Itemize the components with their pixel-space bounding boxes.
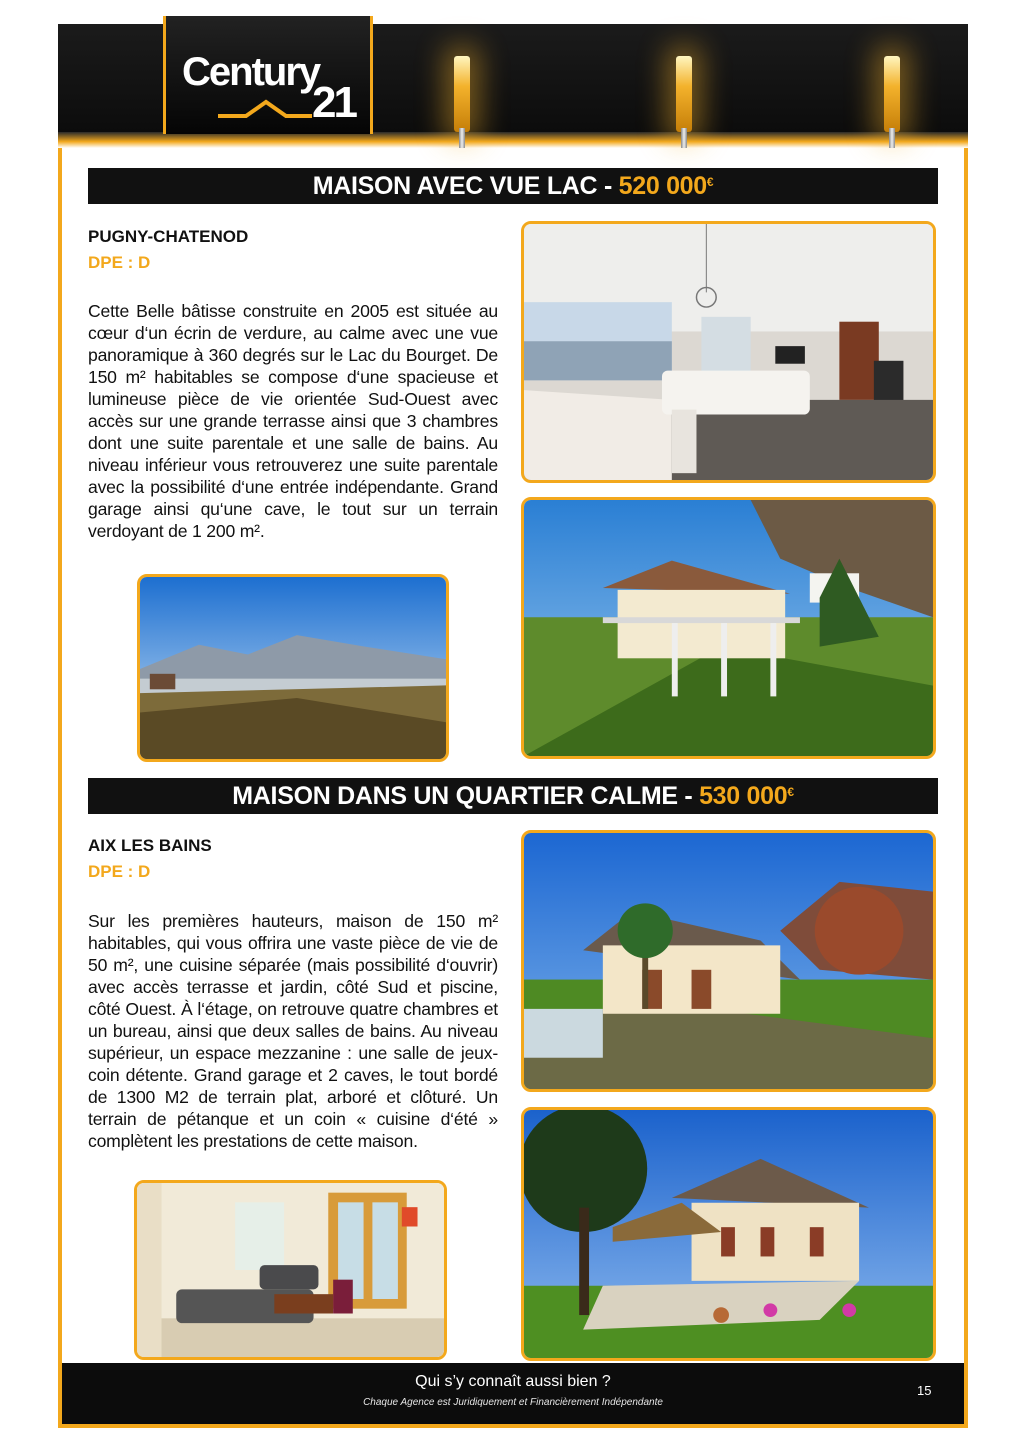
century21-logo xyxy=(163,16,373,134)
listing-1-photo-interior xyxy=(521,221,936,483)
lamp-post xyxy=(459,128,465,148)
listing-1-dpe: DPE : D xyxy=(88,253,151,272)
listing-1-description: Cette Belle bâtisse construite en 2005 est située au cœur d‘un écrin de verdure, au calme avec une vue panoramique à 360 degrés sur le Lac du Bourget. De 150 m² habitables se compose d‘une spacieuse et lumineuse pièce de vie orientée Sud-Ouest avec accès sur une grande terrasse ainsi que 3 chambres dont une suite parentale et une salle de bains. Au niveau inférieur vous retrouverez une suite parentale avec la possibilité d‘une entrée indépendante. Grand garage ainsi qu‘une cave, le tout sur un terrain verdoyant de 1 200 m². xyxy=(88,301,498,541)
header-shelf xyxy=(58,132,968,148)
page-number: 15 xyxy=(917,1383,932,1398)
listing-2-title xyxy=(88,778,938,814)
lamp-icon xyxy=(884,56,900,132)
listing-2-description: Sur les premières hauteurs, maison de 150 m² habitables, qui vous offrira une vaste pièce de vie de 50 m², une cuisine séparée (mais possibilité d‘ouvrir) avec accès terrasse et jardin, côté Sud et piscine, côté Ouest. À l‘étage, on retrouve quatre chambres et un bureau, ainsi que deux salles de bains. Au niveau supérieur, un espace mezzanine : une salle de jeux-coin détente. Grand garage et 2 caves, le tout bordé de 1300 M2 de terrain plat, arboré et clôturé. Un terrain de pétanque et un coin « cuisine d‘été » complètent les prestations de cette maison. xyxy=(88,911,498,1151)
listing-2-dpe: DPE : D xyxy=(88,862,151,881)
listing-2-photo-garden xyxy=(521,830,936,1092)
listing-2-photo-terrace xyxy=(521,1107,936,1361)
listing-2-city: AIX LES BAINS xyxy=(88,836,212,855)
listing-2-currency: € xyxy=(787,785,794,799)
listing-1-photo-exterior xyxy=(521,497,936,759)
lamp-icon xyxy=(676,56,692,132)
lamp-post xyxy=(681,128,687,148)
house-roof-icon xyxy=(216,96,316,120)
listing-1-city: PUGNY-CHATENOD xyxy=(88,227,249,246)
listing-2-price: 530 000 xyxy=(699,782,788,810)
listing-1-currency: € xyxy=(706,175,714,189)
footer-note: Chaque Agence est Juridiquement et Financièrement Indépendante xyxy=(363,1397,663,1408)
listing-1-photo-landscape xyxy=(137,574,449,762)
logo-word: Century xyxy=(182,50,320,94)
footer-tagline: Qui s’y connaît aussi bien ? xyxy=(415,1373,611,1390)
logo-number: 21 xyxy=(312,78,355,127)
listing-2-photo-living xyxy=(134,1180,447,1360)
lamp-post xyxy=(889,128,895,148)
lamp-icon xyxy=(454,56,470,132)
listing-1-price: 520 000 xyxy=(618,172,707,200)
listing-2-title-text: MAISON DANS UN QUARTIER CALME - xyxy=(232,782,700,810)
footer xyxy=(62,1363,964,1424)
listing-1-title xyxy=(88,168,938,204)
listing-1-title-text: MAISON AVEC VUE LAC - xyxy=(312,172,619,200)
